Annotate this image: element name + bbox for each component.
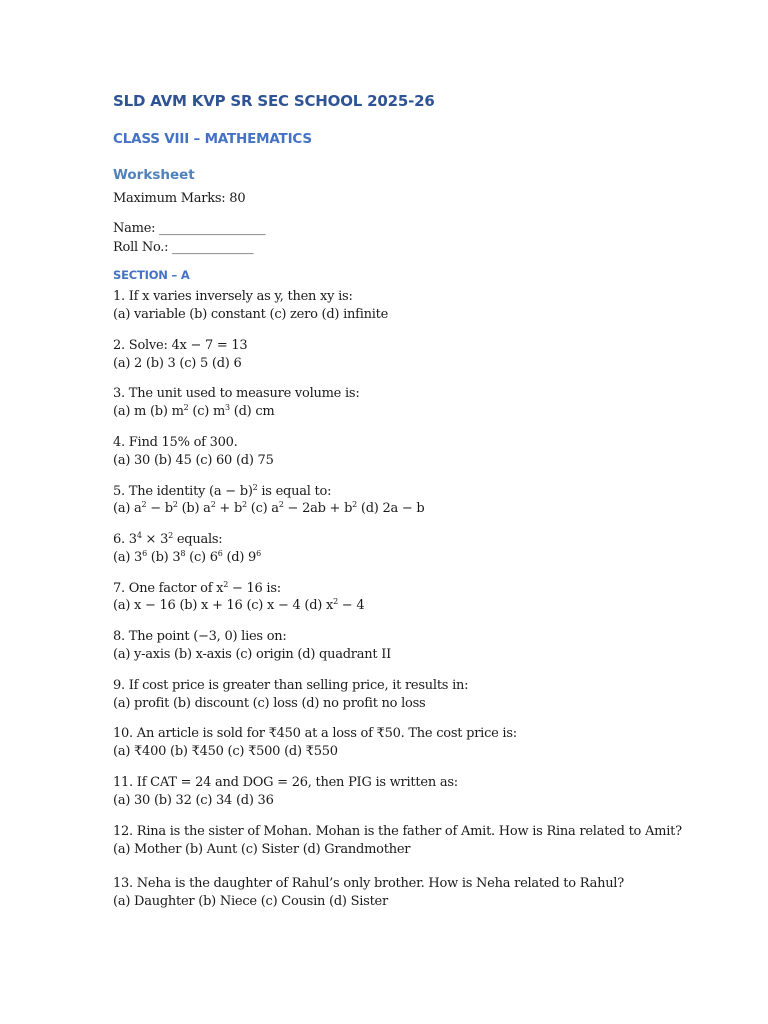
question-6: 6. $3^4 \times 3^2$ equals: (113, 531, 223, 547)
question-5: 5. The identity $(a - b)^2$ is equal to: (113, 483, 332, 499)
question-12: 12. Rina is the sister of Mohan. Mohan is the father of Amit. How is Rina related to Amit? (113, 824, 682, 839)
question-2: 2. Solve: 4x − 7 = 13 (113, 338, 248, 353)
max-marks: Maximum Marks: 80 (113, 191, 246, 206)
options-8: (a) y-axis (b) x-axis (c) origin (d) quadrant II (113, 647, 392, 662)
question-4: 4. Find 15% of 300. (113, 435, 238, 450)
options-9: (a) profit (b) discount (c) loss (d) no profit no loss (113, 696, 426, 711)
question-10: 10. An article is sold for ₹450 at a loss of ₹50. The cost price is: (113, 726, 517, 741)
worksheet-heading: Worksheet (113, 167, 195, 183)
name-field: Name: _________________ (113, 221, 266, 236)
options-13: (a) Daughter (b) Niece (c) Cousin (d) Sister (113, 894, 388, 909)
options-11: (a) 30 (b) 32 (c) 34 (d) 36 (113, 793, 274, 808)
options-12: (a) Mother (b) Aunt (c) Sister (d) Grandmother (113, 842, 411, 857)
options-4: (a) 30 (b) 45 (c) 60 (d) 75 (113, 453, 274, 468)
options-2: (a) 2 (b) 3 (c) 5 (d) 6 (113, 356, 242, 371)
question-7: 7. One factor of $x^2 - 16$ is: (113, 580, 281, 596)
section-a-heading: SECTION – A (113, 268, 190, 282)
options-1: (a) variable (b) constant (c) zero (d) infinite (113, 307, 389, 322)
options-6: (a) $3^6$ (b) $3^8$ (c) $6^6$ (d) $9^6$ (113, 549, 261, 565)
options-7: (a) x − 16 (b) x + 16 (c) x − 4 (d) $x^2 - 4$ (113, 597, 365, 613)
question-1: 1. If x varies inversely as y, then xy is: (113, 289, 353, 304)
class-subject-heading: CLASS VIII – MATHEMATICS (113, 131, 312, 147)
question-11: 11. If CAT = 24 and DOG = 26, then PIG is written as: (113, 775, 458, 790)
question-8: 8. The point (−3, 0) lies on: (113, 629, 287, 644)
options-10: (a) ₹400 (b) ₹450 (c) ₹500 (d) ₹550 (113, 744, 338, 759)
question-13: 13. Neha is the daughter of Rahul’s only brother. How is Neha related to Rahul? (113, 876, 624, 891)
options-5: (a) $a^2 - b^2$ (b) $a^2 + b^2$ (c) $a^2 - 2ab + b^2$ (d) 2a − b (113, 500, 425, 516)
options-3: (a) m (b) $m^2$ (c) $m^3$ (d) cm (113, 403, 275, 419)
question-3: 3. The unit used to measure volume is: (113, 386, 360, 401)
question-9: 9. If cost price is greater than selling price, it results in: (113, 678, 469, 693)
roll-number-field: Roll No.: _____________ (113, 240, 254, 255)
school-title: SLD AVM KVP SR SEC SCHOOL 2025-26 (113, 92, 435, 110)
